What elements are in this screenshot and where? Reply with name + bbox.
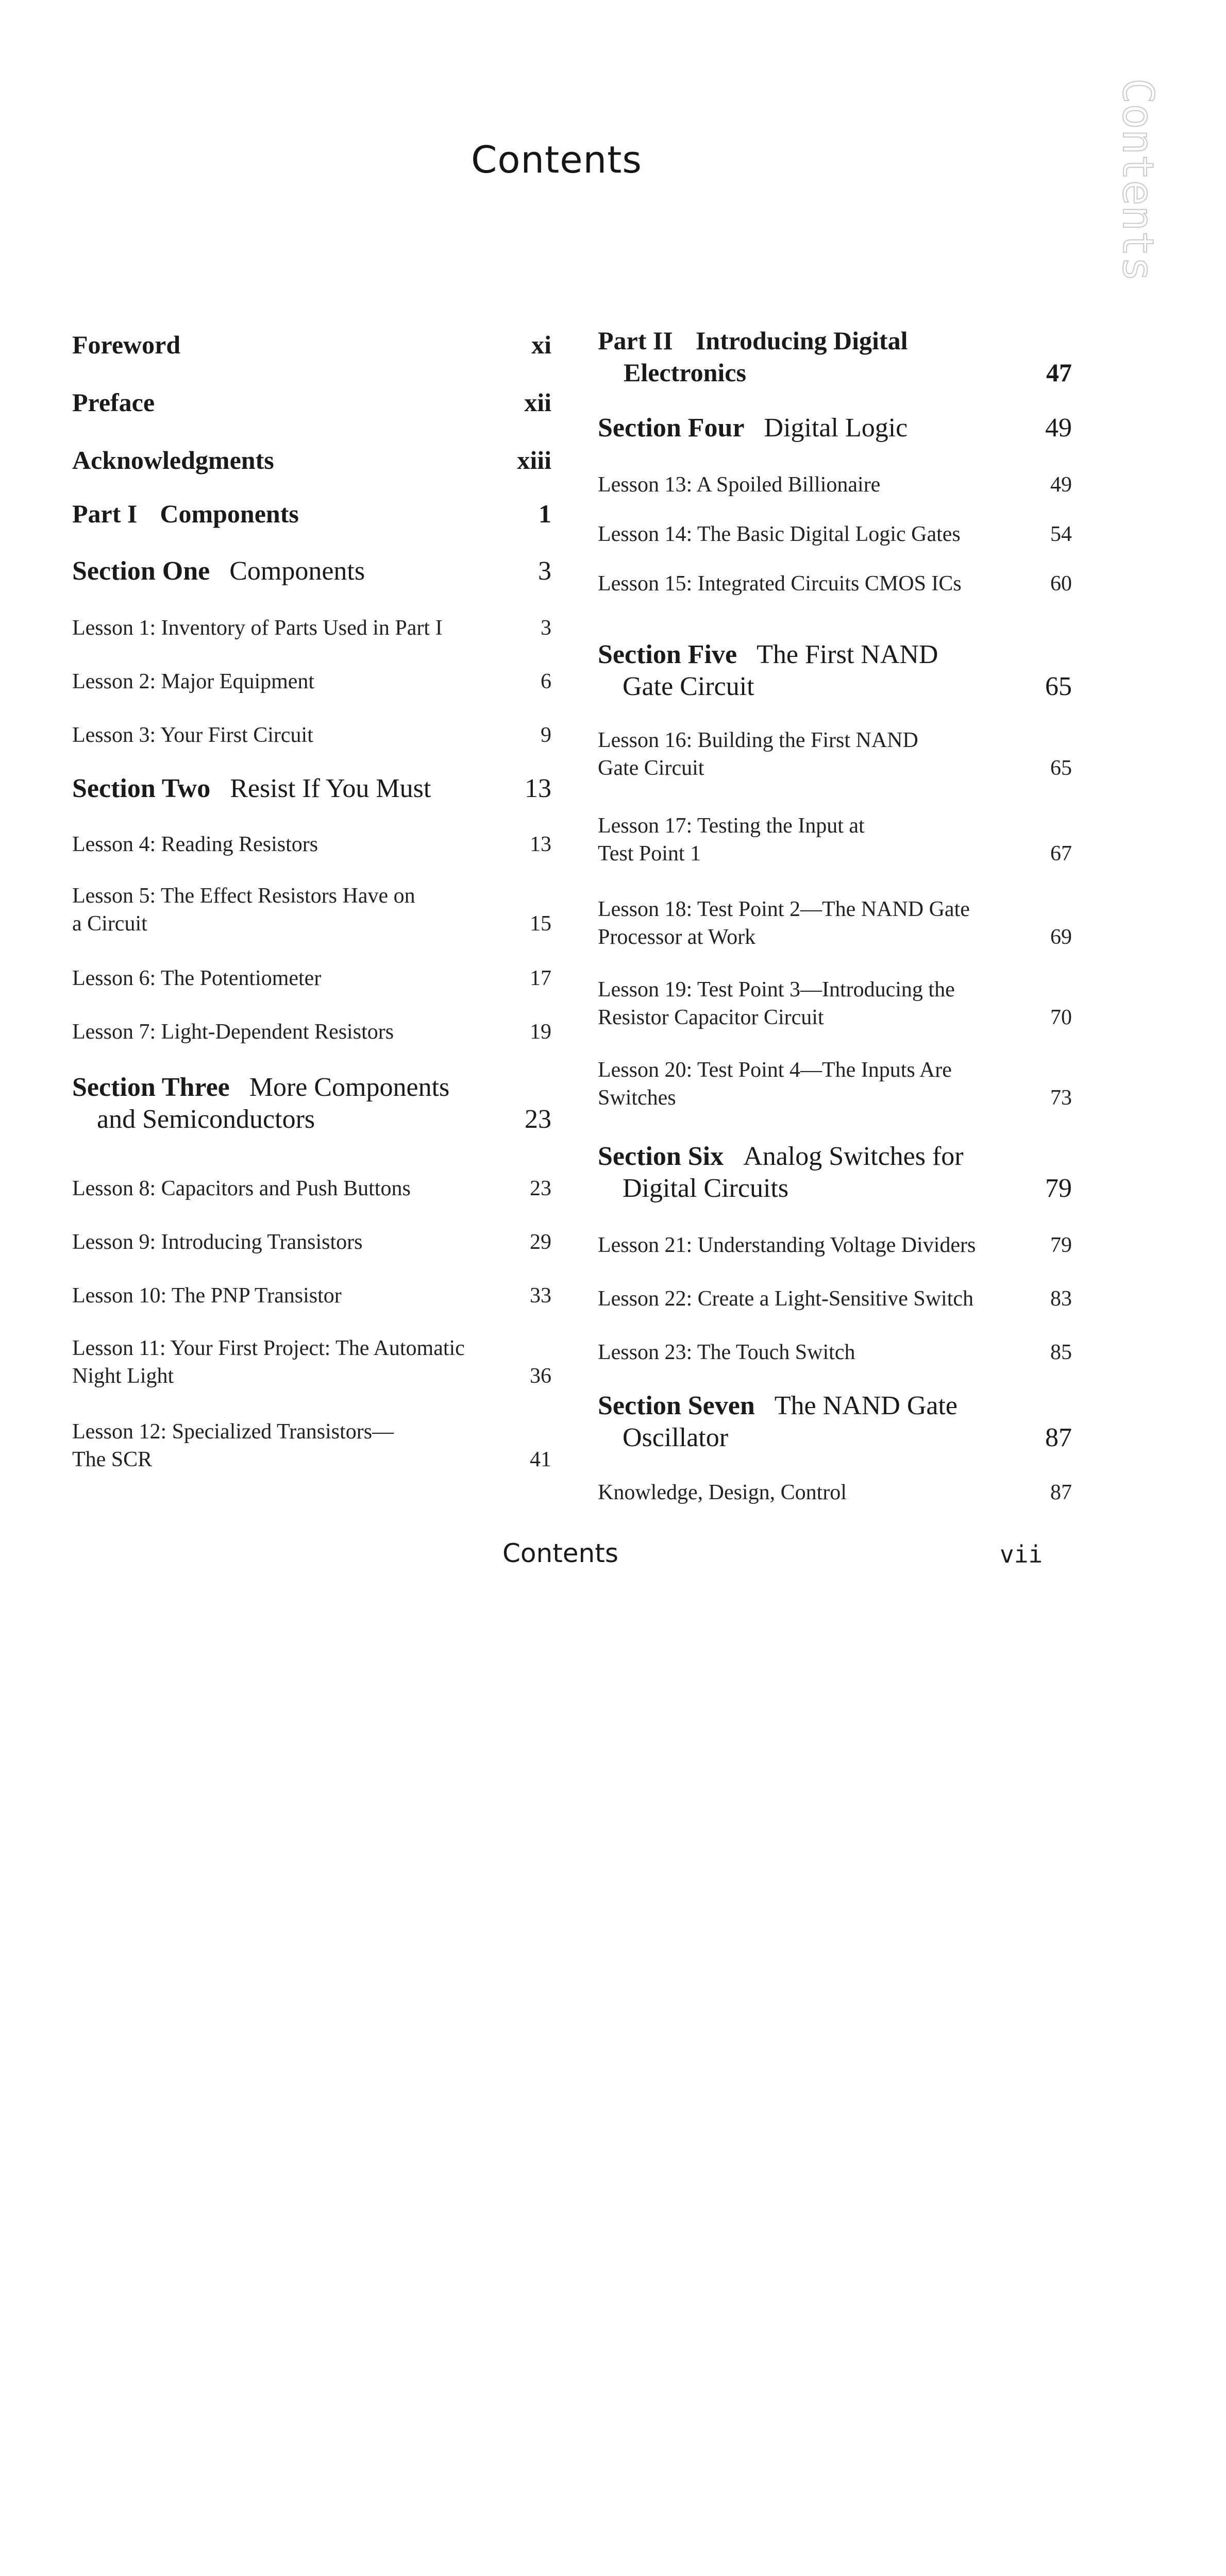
- entry-page: 87: [1045, 1423, 1072, 1452]
- entry-page: 67: [1050, 842, 1072, 866]
- footer-title: Contents: [502, 1538, 618, 1568]
- entry-title-line-2: Test Point 1: [598, 842, 701, 866]
- entry-title-line-2: Processor at Work: [598, 925, 756, 949]
- entry-page: 13: [525, 774, 551, 803]
- entry-title-line-2: Resistor Capacitor Circuit: [598, 1006, 824, 1029]
- entry-page: 47: [1046, 358, 1072, 387]
- entry-title: Lesson 4: Reading Resistors: [72, 833, 318, 856]
- toc-entry-lesson-4[interactable]: [72, 831, 551, 858]
- toc-entry-lesson-3[interactable]: [72, 721, 551, 749]
- entry-title: Lesson 6: The Potentiometer: [72, 967, 322, 990]
- entry-title: Lesson 3: Your First Circuit: [72, 723, 313, 747]
- entry-page: 6: [541, 670, 551, 693]
- toc-entry-lesson-6[interactable]: [72, 964, 551, 992]
- toc-entry-lesson-23[interactable]: [598, 1338, 1072, 1366]
- entry-title-line-1: Lesson 11: Your First Project: The Automatic: [72, 1336, 465, 1360]
- toc-entry-section-six[interactable]: [598, 1141, 1072, 1205]
- section-number: Section Seven: [598, 1391, 755, 1420]
- entry-title-line-1: Lesson 16: Building the First NAND: [598, 728, 918, 752]
- entry-title-line-1: Lesson 5: The Effect Resistors Have on: [72, 884, 415, 908]
- entry-title-line-1: Lesson 18: Test Point 2—The NAND Gate: [598, 897, 970, 921]
- part-number: Part II: [598, 326, 673, 355]
- toc-entry-lesson-19[interactable]: [598, 976, 1072, 1031]
- entry-page: xi: [531, 330, 551, 359]
- entry-page: 70: [1050, 1006, 1072, 1029]
- section-number: Section Five: [598, 640, 737, 669]
- entry-page: 65: [1045, 672, 1072, 701]
- toc-entry-section-seven[interactable]: [598, 1390, 1072, 1454]
- toc-entry-section-four[interactable]: [598, 412, 1072, 444]
- toc-entry-foreword[interactable]: [72, 330, 551, 360]
- entry-page: 33: [530, 1284, 551, 1308]
- toc-entry-lesson-13[interactable]: [598, 471, 1072, 499]
- entry-title-line-2: The SCR: [72, 1448, 153, 1471]
- section-number: Section Four: [598, 413, 745, 443]
- entry-page: 13: [530, 833, 551, 856]
- toc-entry-lesson-8[interactable]: [72, 1175, 551, 1202]
- entry-title: Lesson 7: Light-Dependent Resistors: [72, 1020, 394, 1044]
- section-title-line-1: Analog Switches for: [743, 1142, 964, 1171]
- toc-entry-lesson-16[interactable]: [598, 726, 1072, 782]
- page-title: Contents: [471, 138, 642, 181]
- entry-title-line-2: Night Light: [72, 1364, 174, 1388]
- section-title-line-2: Gate Circuit: [623, 672, 754, 701]
- toc-entry-lesson-20[interactable]: [598, 1056, 1072, 1112]
- toc-entry-section-three[interactable]: [72, 1072, 551, 1136]
- entry-title: Preface: [72, 388, 155, 417]
- entry-page: xiii: [517, 446, 551, 474]
- entry-page: 29: [530, 1230, 551, 1254]
- entry-title: Lesson 22: Create a Light-Sensitive Switch: [598, 1287, 974, 1311]
- toc-entry-knowledge-design-control[interactable]: [598, 1479, 1072, 1506]
- entry-title: Lesson 13: A Spoiled Billionaire: [598, 473, 881, 497]
- entry-page: 87: [1050, 1481, 1072, 1504]
- entry-page: xii: [524, 388, 551, 417]
- entry-page: 79: [1045, 1174, 1072, 1203]
- entry-title: Lesson 2: Major Equipment: [72, 670, 315, 693]
- entry-title-line-1: Lesson 20: Test Point 4—The Inputs Are: [598, 1058, 952, 1082]
- entry-title: Lesson 9: Introducing Transistors: [72, 1230, 363, 1254]
- section-title-line-1: The First NAND: [757, 640, 938, 669]
- toc-entry-lesson-17[interactable]: [598, 812, 1072, 868]
- toc-entry-lesson-12[interactable]: [72, 1418, 551, 1473]
- toc-entry-section-five[interactable]: [598, 639, 1072, 703]
- toc-entry-section-two[interactable]: [72, 773, 551, 805]
- section-title: Digital Logic: [764, 413, 908, 443]
- entry-title-line-1: Lesson 17: Testing the Input at: [598, 814, 865, 838]
- toc-entry-lesson-21[interactable]: [598, 1231, 1072, 1259]
- entry-page: 85: [1050, 1341, 1072, 1364]
- entry-page: 23: [530, 1177, 551, 1200]
- entry-title: Lesson 23: The Touch Switch: [598, 1341, 855, 1364]
- entry-page: 36: [530, 1364, 551, 1388]
- entry-page: 1: [539, 499, 551, 528]
- part-title-line-2: Electronics: [624, 358, 746, 387]
- entry-page: 49: [1050, 473, 1072, 497]
- toc-entry-lesson-15[interactable]: [598, 570, 1072, 598]
- toc-entry-lesson-10[interactable]: [72, 1282, 551, 1310]
- toc-entry-preface[interactable]: [72, 387, 551, 417]
- section-number: Section Two: [72, 774, 211, 803]
- toc-entry-lesson-14[interactable]: [598, 520, 1072, 548]
- entry-page: 15: [530, 912, 551, 936]
- footer-page-number: vii: [1000, 1540, 1043, 1568]
- entry-page: 23: [525, 1105, 551, 1134]
- entry-page: 41: [530, 1448, 551, 1471]
- entry-page: 3: [538, 556, 551, 586]
- entry-title-line-2: Gate Circuit: [598, 756, 704, 780]
- toc-entry-lesson-5[interactable]: [72, 882, 551, 938]
- entry-page: 17: [530, 967, 551, 990]
- part-number: Part I: [72, 499, 138, 528]
- entry-title: Lesson 14: The Basic Digital Logic Gates: [598, 522, 961, 546]
- section-number: Section One: [72, 556, 210, 586]
- entry-title: Lesson 1: Inventory of Parts Used in Part I: [72, 616, 443, 640]
- entry-page: 54: [1050, 522, 1072, 546]
- toc-entry-lesson-1[interactable]: [72, 614, 551, 642]
- toc-entry-part-1[interactable]: [72, 498, 551, 530]
- entry-title: Lesson 21: Understanding Voltage Dividers: [598, 1233, 976, 1257]
- section-title-line-1: The NAND Gate: [774, 1391, 958, 1420]
- entry-title-line-2: Switches: [598, 1086, 676, 1110]
- toc-entry-lesson-11[interactable]: [72, 1334, 551, 1390]
- section-title-line-2: and Semiconductors: [97, 1105, 315, 1134]
- entry-title: Lesson 10: The PNP Transistor: [72, 1284, 342, 1308]
- entry-title-line-1: Lesson 19: Test Point 3—Introducing the: [598, 978, 955, 1002]
- section-title: Components: [229, 556, 365, 586]
- entry-title: Foreword: [72, 330, 181, 359]
- entry-page: 73: [1050, 1086, 1072, 1110]
- entry-title: Lesson 15: Integrated Circuits CMOS ICs: [598, 572, 962, 596]
- section-number: Section Six: [598, 1142, 724, 1171]
- toc-entry-lesson-22[interactable]: [598, 1285, 1072, 1313]
- entry-page: 69: [1050, 925, 1072, 949]
- part-title-line-1: Introducing Digital: [695, 326, 908, 355]
- entry-page: 9: [541, 723, 551, 747]
- toc-entry-acknowledgments[interactable]: [72, 445, 551, 475]
- part-title: Components: [160, 499, 299, 528]
- side-tab-label: Contents: [1113, 78, 1162, 282]
- entry-title: Acknowledgments: [72, 446, 274, 474]
- section-title: Resist If You Must: [230, 774, 431, 803]
- entry-page: 60: [1050, 572, 1072, 596]
- toc-entry-lesson-2[interactable]: [72, 668, 551, 696]
- entry-title-line-1: Lesson 12: Specialized Transistors—: [72, 1420, 394, 1444]
- toc-entry-section-one[interactable]: [72, 555, 551, 587]
- entry-page: 83: [1050, 1287, 1072, 1311]
- section-title-line-2: Digital Circuits: [623, 1174, 789, 1203]
- entry-page: 49: [1045, 413, 1072, 443]
- section-number: Section Three: [72, 1073, 230, 1102]
- entry-page: 79: [1050, 1233, 1072, 1257]
- entry-page: 3: [541, 616, 551, 640]
- toc-entry-lesson-7[interactable]: [72, 1018, 551, 1046]
- toc-entry-lesson-18[interactable]: [598, 895, 1072, 951]
- entry-title: Knowledge, Design, Control: [598, 1481, 847, 1504]
- section-title-line-1: More Components: [249, 1073, 450, 1102]
- entry-page: 19: [530, 1020, 551, 1044]
- entry-title-line-2: a Circuit: [72, 912, 147, 936]
- entry-title: Lesson 8: Capacitors and Push Buttons: [72, 1177, 411, 1200]
- toc-entry-lesson-9[interactable]: [72, 1228, 551, 1256]
- toc-entry-part-2[interactable]: [598, 325, 1072, 388]
- section-title-line-2: Oscillator: [623, 1423, 729, 1452]
- entry-page: 65: [1050, 756, 1072, 780]
